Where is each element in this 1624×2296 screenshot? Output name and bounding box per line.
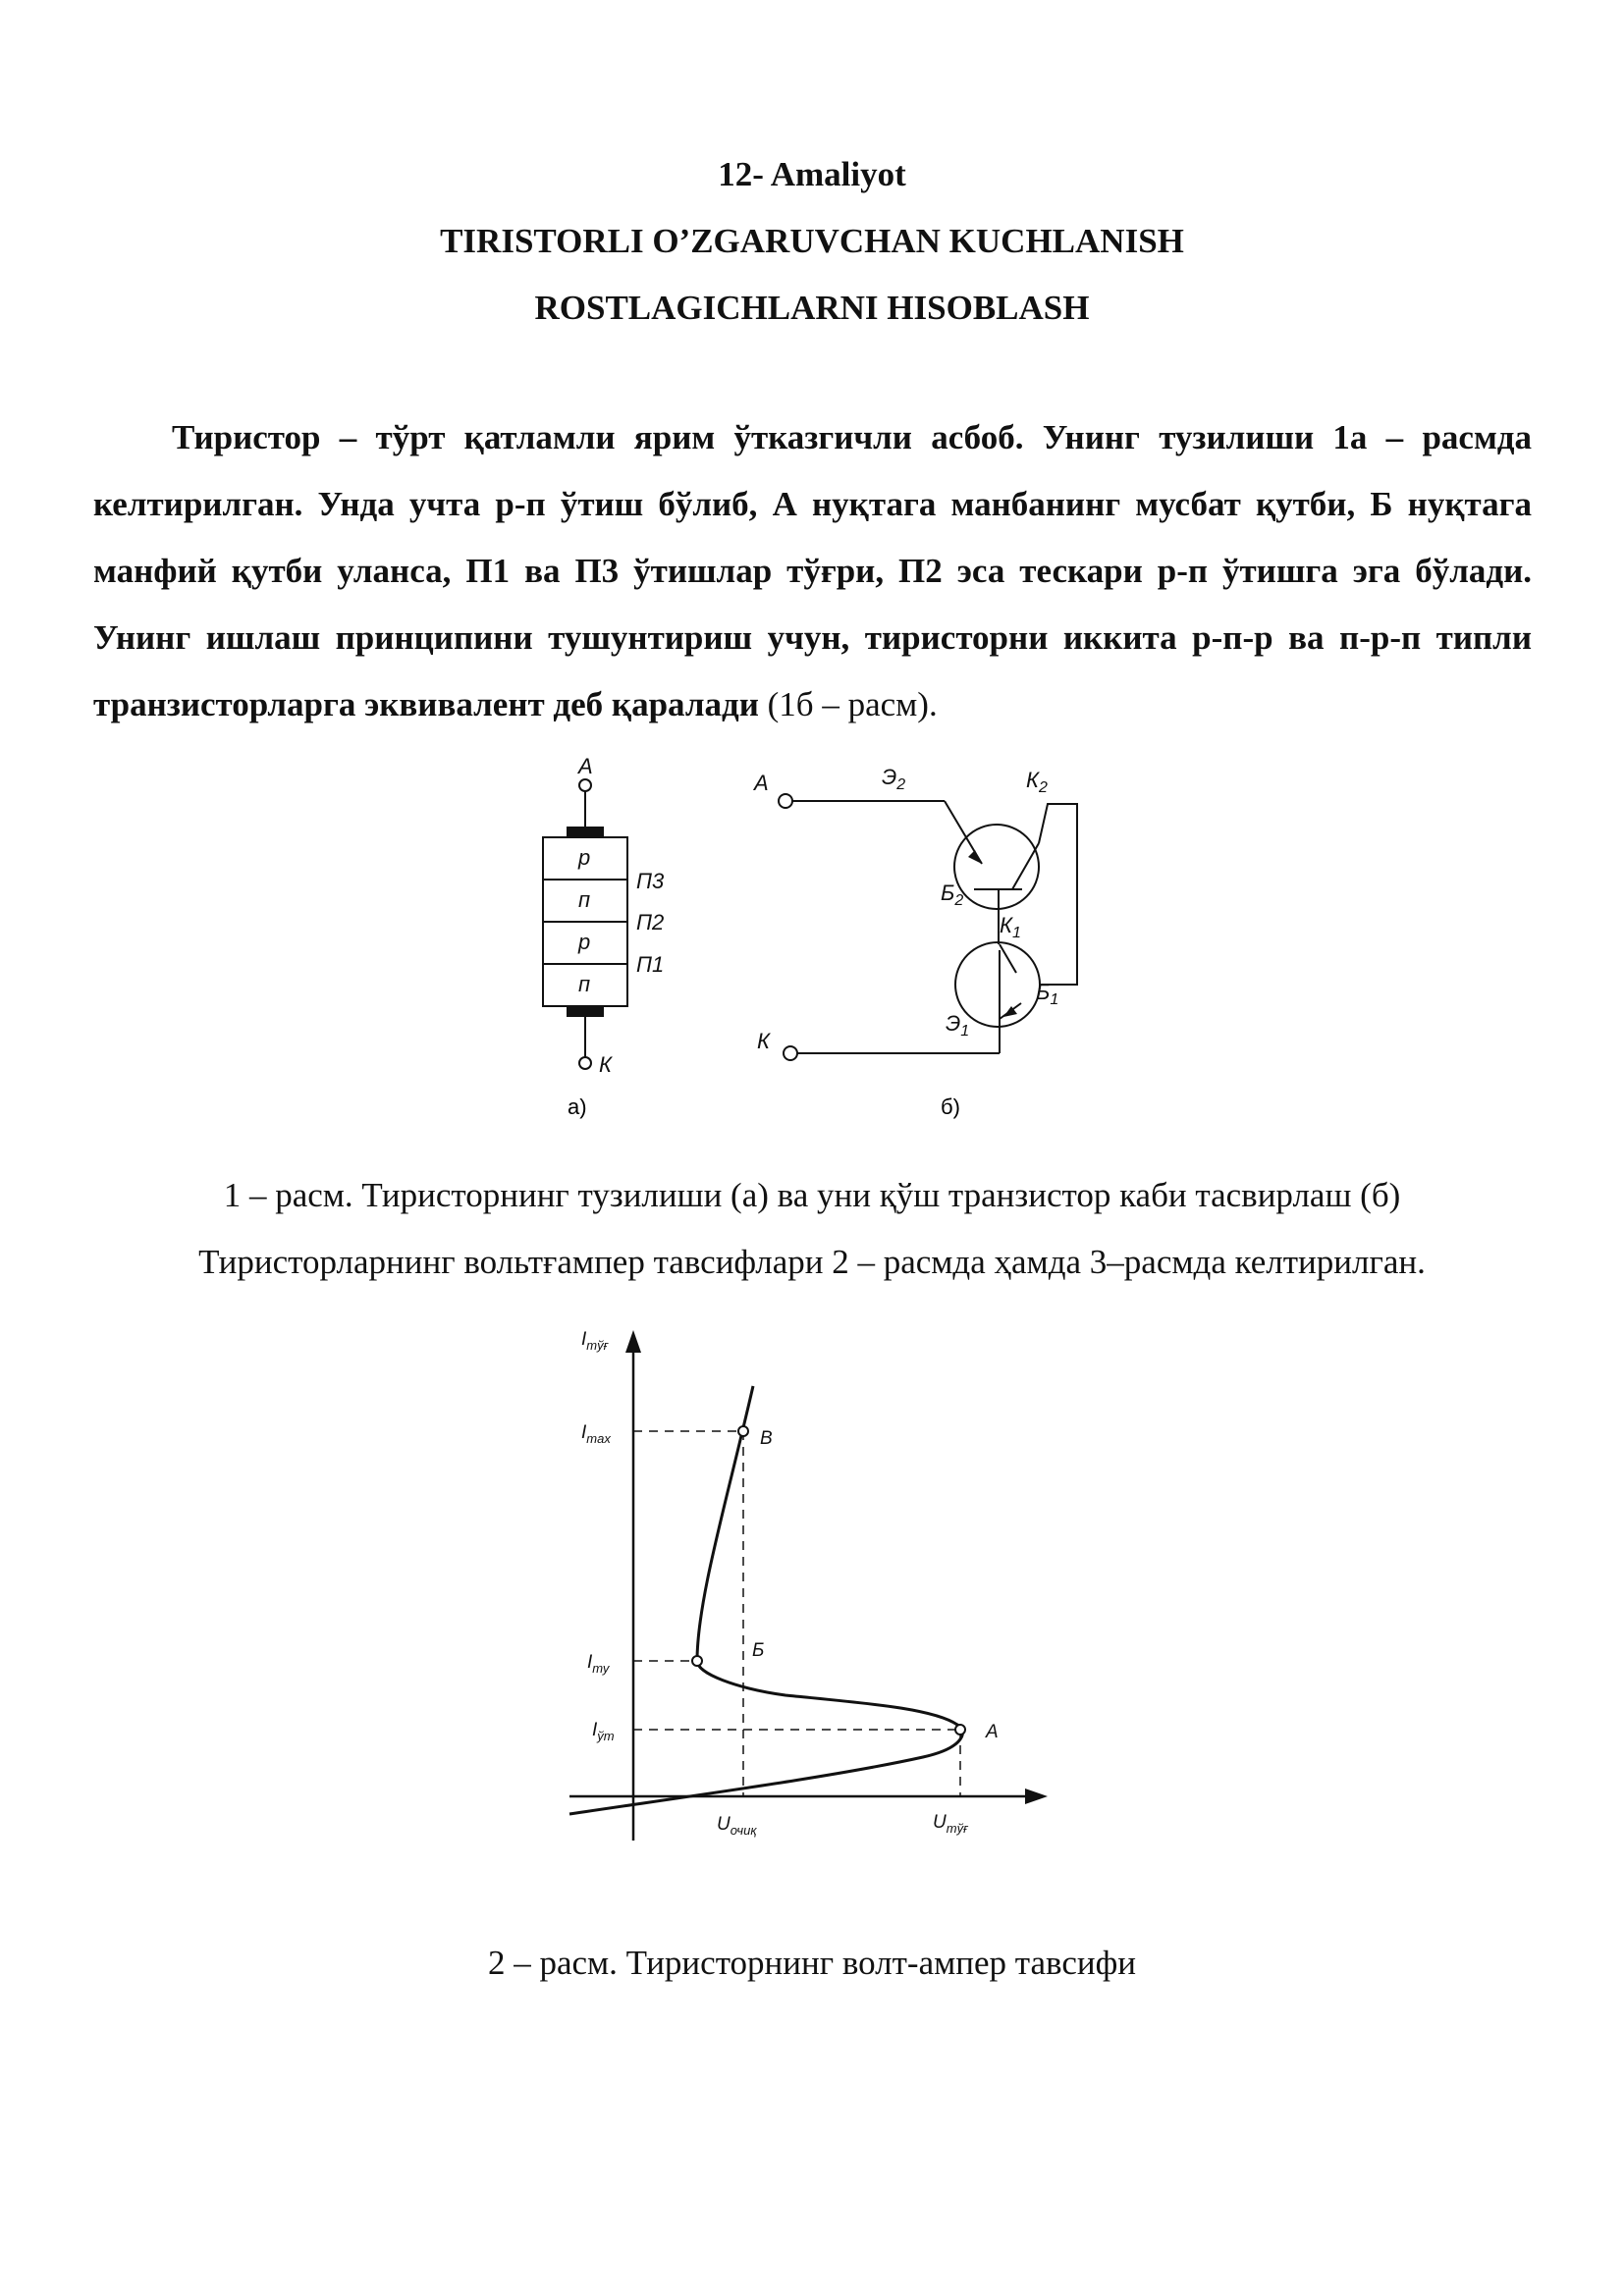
imax-label: $I_{max}$ [581,1422,611,1446]
terminal-k-label: К [757,1029,770,1053]
terminal-k [784,1046,797,1060]
collector-1-label: $К_1$ [1000,913,1021,941]
junction-p1-label: П1 [636,952,665,977]
guide-lines [633,1431,960,1796]
terminal-a-label: А [754,771,769,795]
vac-curve [569,1386,962,1814]
transistor-npn [955,942,1040,1027]
cathode-terminal [579,1057,591,1069]
intro-normal-text: (1б – расм). [758,685,938,723]
figure-2-caption: 2 – расм. Тиристорнинг волт-ампер тавсифи [487,1944,1137,1982]
junction-p3-label: П3 [636,869,665,893]
point-a-label: А [986,1722,999,1742]
intro-paragraph [93,404,1532,738]
practice-number: 12- Amaliyot [718,155,906,193]
base-1-label: $Б_1$ [1036,980,1059,1008]
junction-p2-label: П2 [636,910,665,934]
title-line-2: ROSTLAGICHLARNI HISOBLASH [534,289,1090,327]
anode-contact [568,828,603,837]
layer-1-label: р [578,845,591,870]
intro-bold-text: Тиристор – тўрт қатламли ярим ўтказгичли асбоб. Унинг тузилиши 1а – расмда келтирилган. Унда учта р-п ўтиш бўлиб, А нуқтага манбанинг мусбат қутби, Б нуқтага манфий қутби уланса, П1 ва П3 ўтишлар тўғри, П2 эса тескари р-п ўтишга эга бўлади. Унинг ишлаш принципини тушунтириш учун, тиристорни иккита р-п-р ва п-р-п типли транзисторларга эквивалент деб қаралади [93,418,1532,723]
iyt-label: $I_{ўт}$ [592,1720,615,1743]
u-direct-label: $U_{тўғ}$ [933,1812,968,1836]
anode-label: А [578,754,593,778]
emitter-1-label: $Э_1$ [946,1011,970,1040]
figure-1b-sublabel: б) [941,1095,960,1119]
u-open-label: $U_{очиқ}$ [717,1814,757,1838]
layer-2-label: п [578,887,591,912]
anode-terminal [579,779,591,791]
layer-4-label: п [578,972,591,996]
title-line-1: TIRISTORLI O’ZGARUVCHAN KUCHLANISH [440,222,1184,260]
layer-3-label: р [578,930,591,954]
point-bb-label: Б [752,1640,765,1661]
terminal-a [779,794,792,808]
collector-2-label: $К_2$ [1026,768,1048,796]
point-b-label: В [760,1428,773,1449]
point-a-marker [955,1725,965,1735]
figure-1a-sublabel: а) [568,1095,587,1119]
ity-label: $I_{ту}$ [587,1652,610,1676]
cathode-label: К [599,1052,612,1077]
point-bb-marker [692,1656,702,1666]
figure-1b-two-transistor-model [779,794,1077,1060]
figure-2-vac-plot [0,1315,1624,1865]
emitter-2-label: $Э_2$ [882,765,906,793]
figure-1 [0,736,1624,1148]
figure-1-caption: 1 – расм. Тиристорнинг тузилиши (а) ва уни қўш транзистор каби тасвирлаш (б) [223,1176,1401,1214]
base-2-label: $Б_2$ [941,881,964,909]
point-b-marker [738,1426,748,1436]
y-axis-label: $I_{тўғ}$ [581,1329,609,1353]
cathode-contact [568,1006,603,1016]
figure-2-intro: Тиристорларнинг вольтғампер тавсифлари 2 – расмда ҳамда 3–расмда келтирилган. [198,1243,1426,1281]
